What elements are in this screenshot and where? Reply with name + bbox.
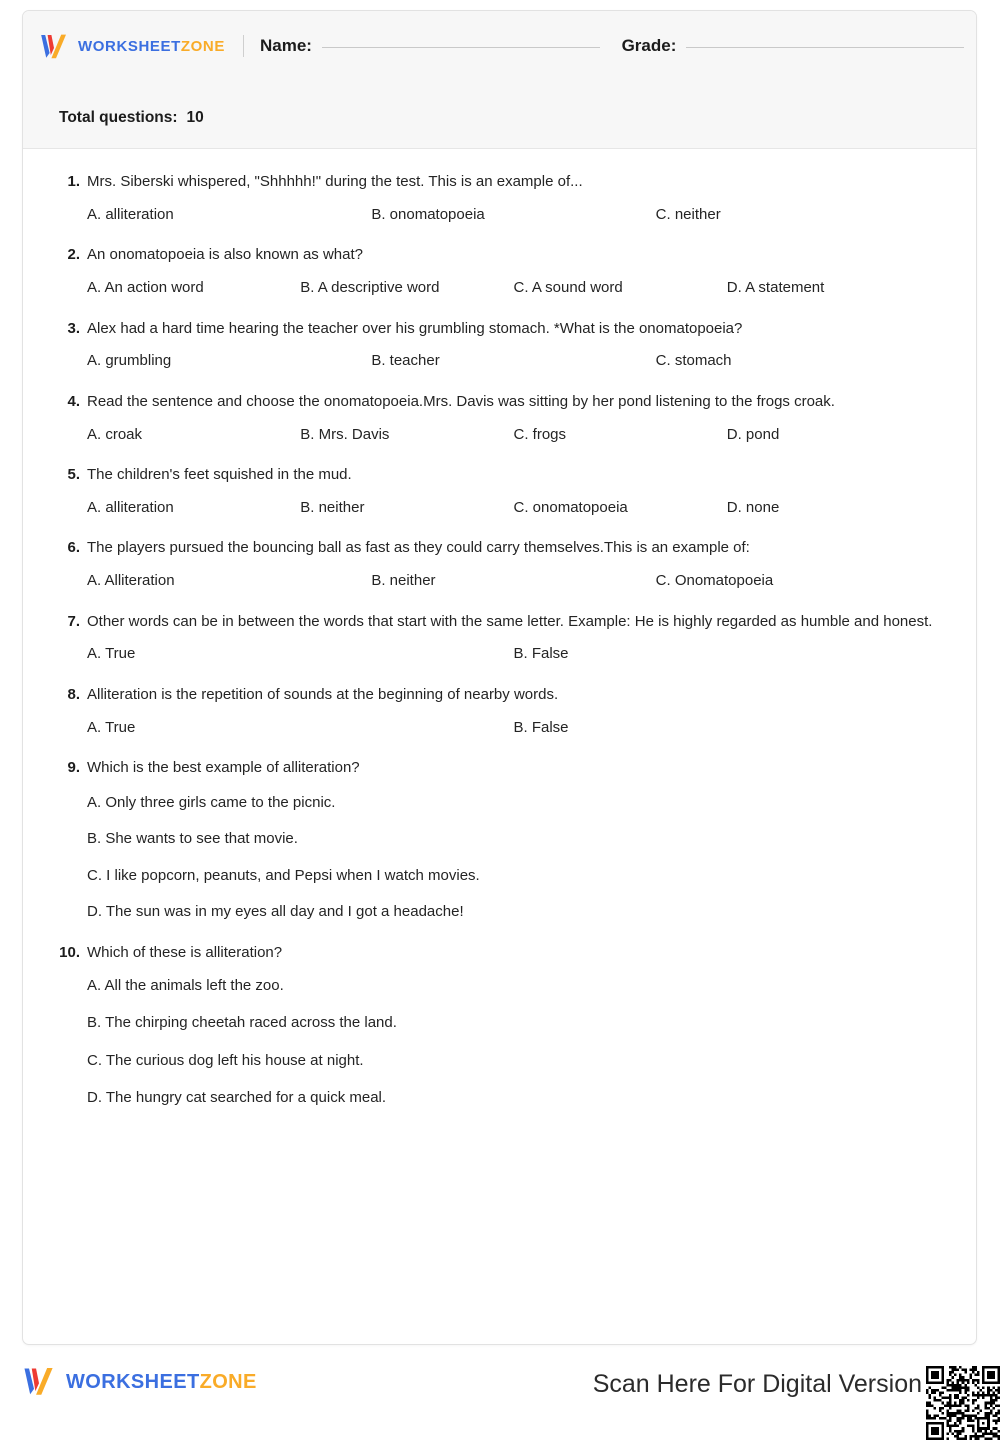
question-number: 4. — [67, 392, 80, 410]
question-item — [59, 684, 940, 739]
question-item — [59, 318, 940, 373]
answer-option[interactable]: A. All the animals left the zoo. — [87, 976, 284, 994]
name-input-line[interactable] — [322, 47, 600, 48]
total-questions-label: Total questions: — [59, 109, 178, 126]
qr-code-icon[interactable] — [926, 1366, 1000, 1440]
answer-option[interactable]: D. The hungry cat searched for a quick meal. — [87, 1089, 387, 1106]
question-number: 10. — [59, 943, 80, 961]
answer-options — [59, 204, 940, 227]
answer-options — [59, 277, 940, 300]
question-head — [59, 942, 940, 964]
question-head — [59, 464, 940, 486]
answer-option[interactable]: D. A statement — [726, 279, 825, 296]
answer-options — [59, 350, 940, 373]
question-number: 6. — [67, 539, 80, 557]
page-footer — [0, 1358, 1000, 1414]
answer-option[interactable]: B. False — [513, 645, 569, 663]
question-text: Read the sentence and choose the onomatopoeia.Mrs. Davis was sitting by her pond listening to the frogs croak. — [87, 392, 835, 410]
worksheet-header — [23, 11, 976, 149]
header-divider — [243, 35, 244, 57]
question-text: Alex had a hard time hearing the teacher over his grumbling stomach. *What is the onomatopoeia? — [87, 319, 743, 337]
question-text: The children's feet squished in the mud. — [87, 466, 352, 483]
answer-option[interactable]: B. The chirping cheetah raced across the land. — [87, 1014, 397, 1031]
question-number: 3. — [67, 319, 80, 337]
answer-option[interactable]: C. The curious dog left his house at night. — [87, 1051, 364, 1069]
answer-option[interactable]: C. frogs — [513, 425, 567, 443]
answer-option[interactable]: B. neither — [300, 498, 365, 516]
answer-option[interactable]: A. grumbling — [87, 352, 172, 370]
question-head — [59, 244, 940, 266]
question-item — [59, 537, 940, 592]
answer-options — [59, 975, 940, 1110]
answer-option[interactable]: B. False — [513, 718, 569, 736]
question-item — [59, 464, 940, 519]
answer-options — [59, 424, 940, 447]
question-text: Which is the best example of alliteration? — [87, 759, 360, 776]
footer-brand-logo[interactable] — [22, 1366, 257, 1397]
footer-brand-word-part1: WORKSHEET — [66, 1370, 200, 1393]
answer-option[interactable]: B. onomatopoeia — [371, 205, 485, 223]
question-head — [59, 684, 940, 706]
question-head — [59, 318, 940, 340]
grade-input-line[interactable] — [686, 47, 964, 48]
worksheetzone-w-logo-icon — [22, 1366, 56, 1397]
question-text: Other words can be in between the words that start with the same letter. Example: He is highly regarded as humble and honest. — [87, 612, 933, 630]
answer-option[interactable]: A. alliteration — [87, 498, 174, 516]
question-head — [59, 391, 940, 413]
answer-option[interactable]: D. none — [726, 498, 780, 516]
question-text: Alliteration is the repetition of sounds at the beginning of nearby words. — [87, 685, 559, 703]
answer-option[interactable]: C. stomach — [655, 352, 732, 370]
question-item — [59, 171, 940, 226]
question-number: 2. — [67, 246, 80, 264]
question-number: 7. — [67, 612, 80, 630]
question-item — [59, 244, 940, 299]
footer-brand-word-part2: ZONE — [199, 1370, 257, 1393]
answer-option[interactable]: A. croak — [87, 425, 143, 443]
answer-option[interactable]: C. neither — [655, 205, 721, 223]
answer-option[interactable]: A. Only three girls came to the picnic. — [87, 793, 336, 811]
answer-options — [59, 643, 940, 666]
question-item — [59, 611, 940, 666]
answer-option[interactable]: A. An action word — [87, 279, 204, 296]
brand-wordmark — [78, 39, 225, 54]
question-text: Which of these is alliteration? — [87, 943, 283, 961]
worksheetzone-w-logo-icon — [39, 33, 69, 60]
question-number: 9. — [67, 759, 80, 776]
question-item — [59, 391, 940, 446]
questions-list — [23, 149, 976, 1110]
footer-brand-wordmark — [66, 1372, 257, 1392]
question-head — [59, 171, 940, 193]
header-row — [39, 29, 964, 63]
question-text: The players pursued the bouncing ball as fast as they could carry themselves.This is an example of: — [87, 539, 750, 557]
name-field[interactable] — [260, 36, 600, 56]
question-number: 1. — [67, 173, 80, 190]
brand-word-part2: ZONE — [180, 37, 225, 55]
answer-option[interactable]: B. neither — [371, 572, 436, 589]
question-head — [59, 611, 940, 633]
answer-option[interactable]: A. Alliteration — [87, 572, 175, 589]
answer-option[interactable]: B. Mrs. Davis — [300, 425, 390, 443]
grade-field[interactable] — [622, 36, 964, 56]
answer-option[interactable]: A. True — [87, 718, 136, 736]
answer-option[interactable]: C. Onomatopoeia — [655, 572, 774, 589]
brand-logo[interactable] — [39, 33, 225, 60]
answer-option[interactable]: A. True — [87, 645, 136, 663]
grade-label: Grade: — [621, 36, 677, 55]
answer-option[interactable]: B. teacher — [371, 352, 440, 370]
answer-option[interactable]: C. I like popcorn, peanuts, and Pepsi when I watch movies. — [87, 866, 480, 884]
question-item — [59, 942, 940, 1110]
answer-options — [59, 570, 940, 593]
question-number: 5. — [67, 466, 80, 483]
answer-option[interactable]: D. The sun was in my eyes all day and I got a headache! — [87, 903, 464, 921]
answer-options — [59, 717, 940, 740]
question-item — [59, 757, 940, 924]
brand-word-part1: WORKSHEET — [78, 37, 181, 55]
answer-option[interactable]: B. She wants to see that movie. — [87, 830, 298, 848]
worksheet-card — [22, 10, 977, 1345]
question-text: An onomatopoeia is also known as what? — [87, 246, 364, 264]
question-number: 8. — [67, 685, 80, 703]
question-text: Mrs. Siberski whispered, "Shhhhh!" during the test. This is an example of... — [87, 173, 583, 190]
question-head — [59, 757, 940, 779]
question-head — [59, 537, 940, 559]
answer-option[interactable]: C. A sound word — [513, 279, 623, 296]
answer-option[interactable]: A. alliteration — [87, 205, 174, 223]
total-questions-value: 10 — [186, 109, 204, 126]
scan-prompt-text: Scan Here For Digital Version — [592, 1370, 922, 1398]
answer-options — [59, 792, 940, 924]
answer-option[interactable]: C. onomatopoeia — [513, 498, 628, 516]
answer-options — [59, 497, 940, 520]
total-questions — [59, 109, 204, 127]
answer-option[interactable]: B. A descriptive word — [300, 279, 440, 296]
answer-option[interactable]: D. pond — [726, 425, 780, 443]
name-label: Name: — [259, 36, 312, 55]
